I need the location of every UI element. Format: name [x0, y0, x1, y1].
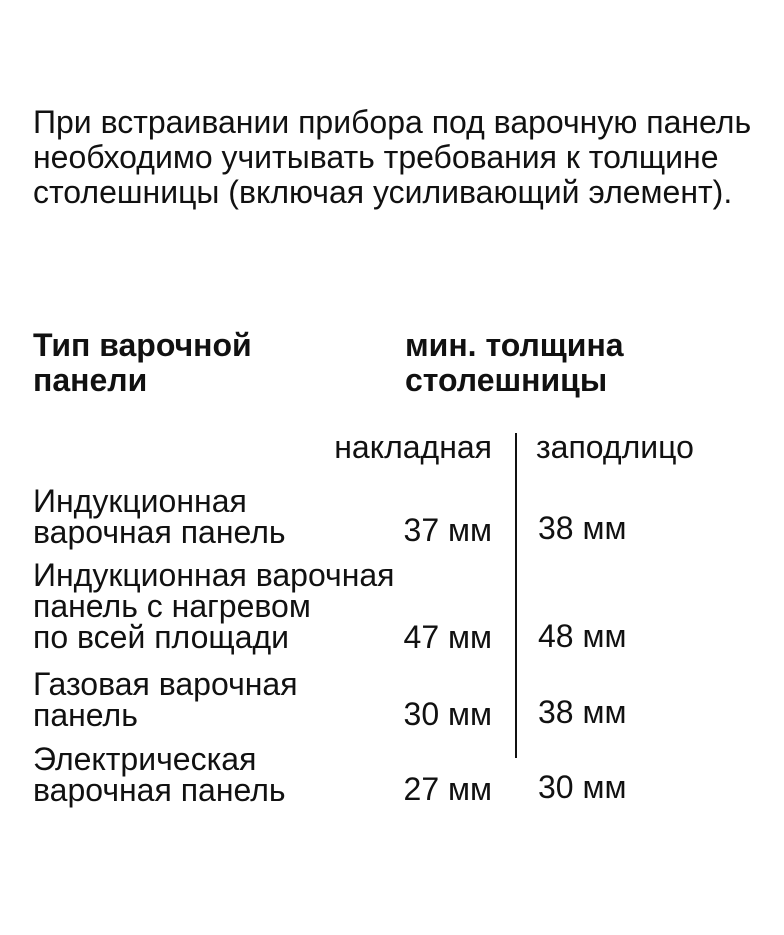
- value-gas-flush: 38 мм: [538, 694, 627, 730]
- column-header-hob-type: Тип варочной панели: [33, 327, 252, 398]
- column-header-min-thickness: мин. толщина столешницы: [405, 327, 624, 398]
- column-divider: [515, 433, 517, 758]
- value-induction-overlay: 37 мм: [403, 512, 492, 548]
- value-electric-flush: 30 мм: [538, 769, 627, 805]
- row-label-gas: Газовая варочная панель: [33, 666, 298, 733]
- value-gas-overlay: 30 мм: [403, 696, 492, 732]
- value-induction-full-flush: 48 мм: [538, 618, 627, 654]
- row-label-induction-full-area: Индукционная варочная панель с нагревом по всей площади: [33, 557, 395, 655]
- value-electric-overlay: 27 мм: [403, 771, 492, 807]
- row-label-induction: Индукционная варочная панель: [33, 483, 286, 550]
- subheader-overlay: накладная: [334, 429, 492, 465]
- value-induction-flush: 38 мм: [538, 510, 627, 546]
- intro-text: При встраивании прибора под варочную панель необходимо учитывать требования к толщине столешницы (включая усиливающий элемент).: [33, 104, 752, 210]
- subheader-flush: заподлицо: [536, 429, 694, 465]
- value-induction-full-overlay: 47 мм: [403, 619, 492, 655]
- row-label-electric: Электрическая варочная панель: [33, 741, 286, 808]
